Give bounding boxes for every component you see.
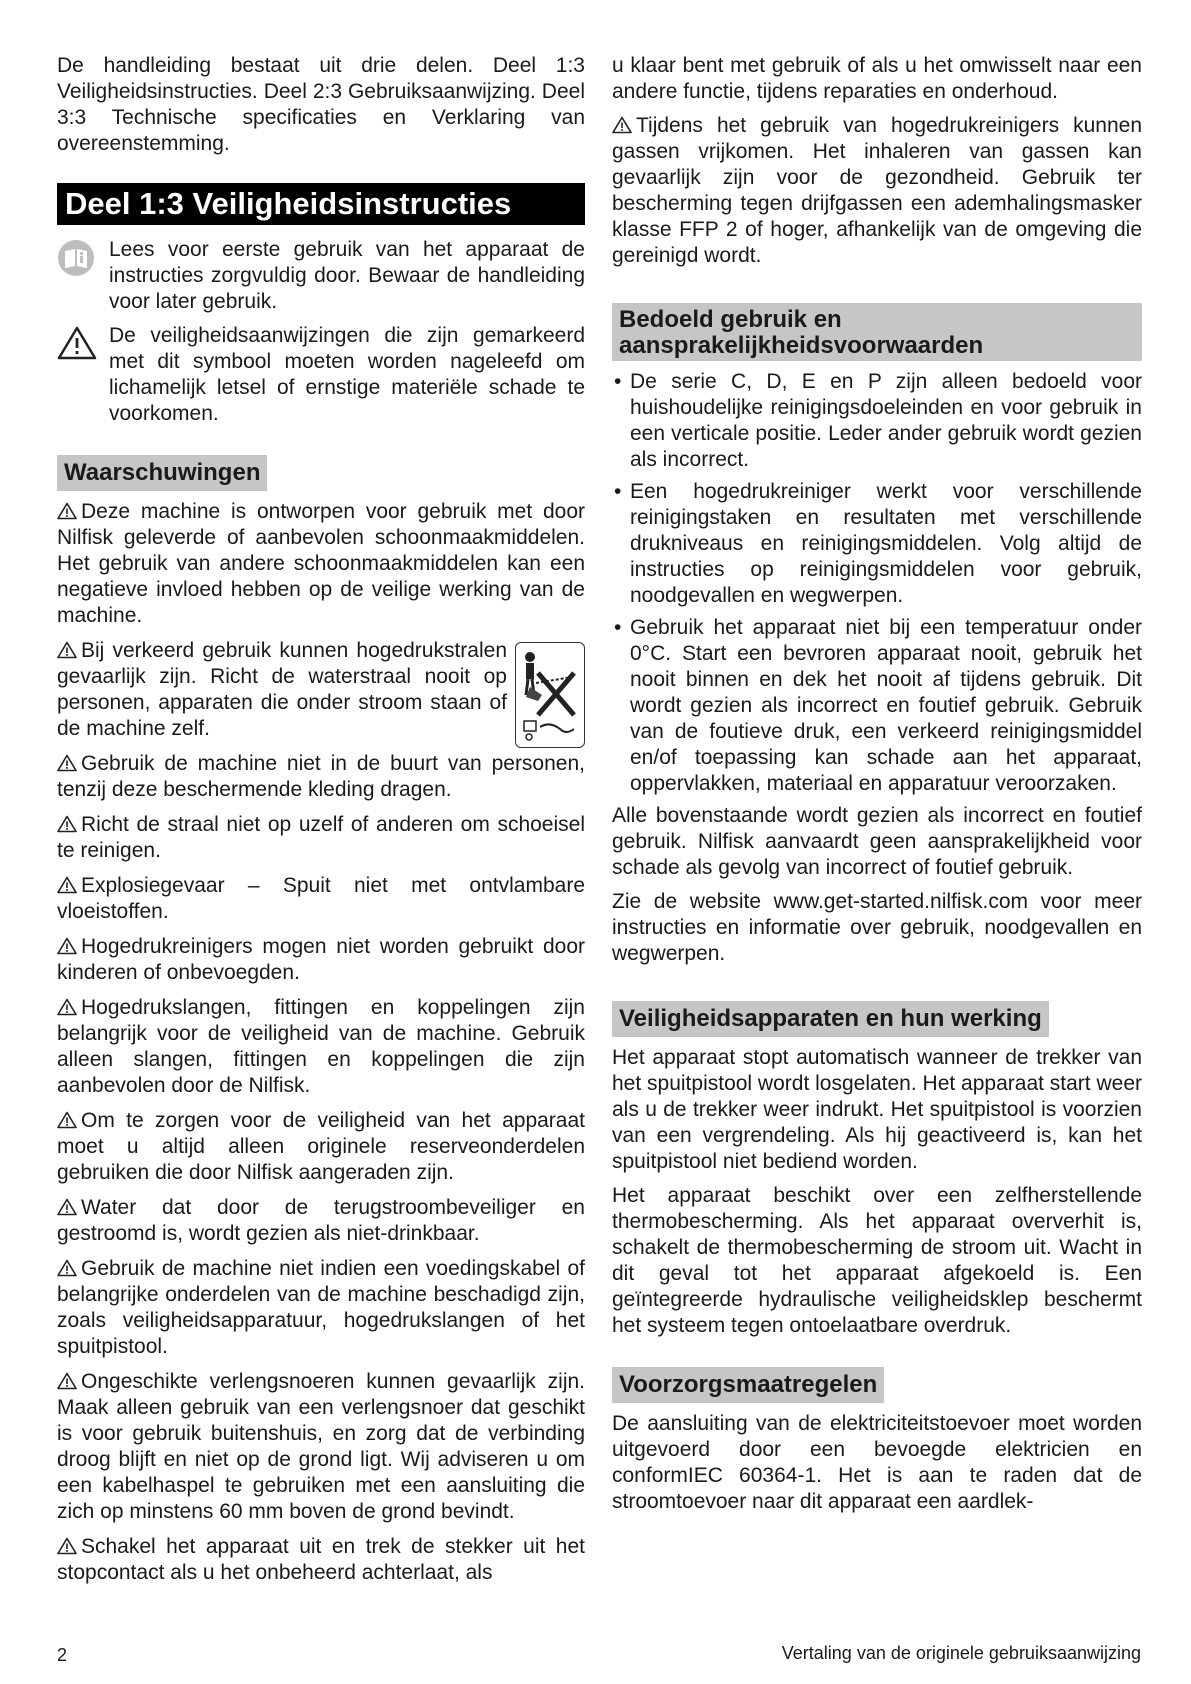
heading-bedoeld-gebruik: Bedoeld gebruik en aansprakelijkheidsvoorwaarden: [612, 303, 1142, 361]
book-icon: [57, 237, 99, 284]
no-spray-person-pictogram: [515, 642, 585, 748]
warning-text: Bij verkeerd gebruik kunnen hogedrukstralen gevaarlijk zijn. Richt de waterstraal nooit op personen, apparaten die onder stroom staan of de machine zelf.: [57, 639, 507, 740]
warning-item: [57, 1369, 585, 1525]
warning-triangle-icon: [57, 1372, 77, 1390]
warning-triangle-icon: [57, 815, 77, 833]
warning-item: [57, 1195, 585, 1247]
warning-item: [57, 934, 585, 986]
gas-warning-text: Tijdens het gebruik van hogedrukreinigers kunnen gassen vrijkomen. Het inhaleren van gassen kan gevaarlijk zijn voor de gezondheid. Gebruik ter bescherming tegen drijfgassen een ademhalingsmasker klasse FFP 2 of hoger, afhankelijk van de omgeving die gereinigd wordt.: [612, 114, 1142, 267]
warning-triangle-icon: [57, 876, 77, 894]
warning-text: Richt de straal niet op uzelf of anderen om schoeisel te reinigen.: [57, 813, 585, 862]
warning-item: [57, 1256, 585, 1360]
page-number: 2: [57, 1645, 68, 1665]
warning-text: Gebruik de machine niet in de buurt van personen, tenzij deze beschermende kleding dragen.: [57, 752, 585, 801]
intro-paragraph: De handleiding bestaat uit drie delen. Deel 1:3 Veiligheidsinstructies. Deel 2:3 Gebruiksaanwijzing. Deel 3:3 Technische specificaties en Verklaring van overeenstemming.: [57, 54, 585, 155]
warning-item: [57, 751, 585, 803]
warning-text: Explosiegevaar – Spuit niet met ontvlambare vloeistoffen.: [57, 874, 585, 923]
warning-text: Om te zorgen voor de veiligheid van het apparaat moet u altijd alleen originele reserveonderdelen gebruiken die door Nilfisk aangeraden zijn.: [57, 1109, 585, 1184]
liability-paragraph: Alle bovenstaande wordt gezien als incorrect en foutief gebruik. Nilfisk aanvaardt geen aansprakelijkheid voor schade als gevolg van incorrect of foutief gebruik.: [612, 804, 1142, 879]
list-item: • Gebruik het apparaat niet bij een temperatuur onder 0°C. Start een bevroren apparaat nooit, gebruik het nooit binnen en dek het nooit af tijdens gebruik. Dit wordt gezien als incorrect en foutief gebruik. Gebruik van de foutieve druk, een verkeerd reinigingsmiddel en/of toepassing kan schade aan het apparaat, oppervlakken, materiaal en apparatuur veroorzaken.: [612, 615, 1142, 797]
left-column: [57, 53, 585, 1595]
warning-triangle-icon: [57, 641, 77, 659]
warning-triangle-icon: [57, 1259, 77, 1277]
warning-triangle-icon: [57, 998, 77, 1016]
list-item: • De serie C, D, E en P zijn alleen bedoeld voor huishoudelijke reinigingsdoeleinden en voor gebruik in een verticale positie. Leder ander gebruik wordt gezien als incorrect.: [612, 369, 1142, 473]
list-item: • Een hogedrukreiniger werkt voor verschillende reinigingstaken en resultaten met verschillende drukniveaus en reinigingsmiddelen. Volg altijd de instructies op reinigingsmiddelen voor gebruik, noodgevallen en wegwerpen.: [612, 479, 1142, 609]
warning-triangle-icon: [57, 502, 77, 520]
continued-paragraph: u klaar bent met gebruik of als u het omwisselt naar een andere functie, tijdens reparaties en onderhoud.: [612, 54, 1142, 103]
warning-triangle-icon: [612, 116, 632, 134]
symbol-note-text: De veiligheidsaanwijzingen die zijn gemarkeerd met dit symbool moeten worden nageleefd om lichamelijk letsel of ernstige materiële schade te voorkomen.: [109, 324, 585, 425]
read-manual-text: Lees voor eerste gebruik van het apparaat de instructies zorgvuldig door. Bewaar de handleiding voor later gebruik.: [109, 238, 585, 313]
warning-item: [57, 1108, 585, 1186]
warning-item: [57, 499, 585, 629]
section-title-deel-1: Deel 1:3 Veiligheidsinstructies: [57, 183, 585, 225]
warning-triangle-icon: [57, 937, 77, 955]
warning-text: Hogedrukslangen, fittingen en koppelingen zijn belangrijk voor de veiligheid van de machine. Gebruik alleen slangen, fittingen en koppelingen die zijn aanbevolen door de Nilfisk.: [57, 996, 585, 1097]
warning-item: [57, 638, 585, 742]
spray-warning-block: [57, 638, 585, 742]
warning-item: [57, 873, 585, 925]
precautions-paragraph: De aansluiting van de elektriciteitstoevoer moet worden uitgevoerd door een bevoegde elektricien en conformIEC 60364-1. Het is aan te raden dat de stroomtoevoer naar dit apparaat een aardlek-: [612, 1412, 1142, 1513]
gas-warning: [612, 113, 1142, 269]
symbol-note-row: [57, 323, 585, 427]
warning-text: Hogedrukreinigers mogen niet worden gebruikt door kinderen of onbevoegden.: [57, 935, 585, 984]
warning-item: [57, 812, 585, 864]
safety-paragraph-2: Het apparaat beschikt over een zelfherstellende thermobescherming. Als het apparaat oververhit is, schakelt de thermobescherming de stroom uit. Wacht in dit geval tot het apparaat afgekoeld is. Een geïntegreerde hydraulische veiligheidsklep beschermt het systeem tegen ontoelaatbare overdruk.: [612, 1184, 1142, 1337]
warning-triangle-icon: [57, 1198, 77, 1216]
heading-waarschuwingen: Waarschuwingen: [57, 455, 267, 491]
warning-text: Gebruik de machine niet indien een voedingskabel of belangrijke onderdelen van de machine beschadigd zijn, zoals veiligheidsapparatuur, hogedrukslangen of het spuitpistool.: [57, 1257, 585, 1358]
warning-triangle-icon: [57, 754, 77, 772]
warning-text: Deze machine is ontworpen voor gebruik met door Nilfisk geleverde of aanbevolen schoonmaakmiddelen. Het gebruik van andere schoonmaakmiddelen kan een negatieve invloed hebben op de veilige werking van de machine.: [57, 500, 585, 627]
warning-triangle-icon: [57, 1537, 77, 1555]
warning-triangle-icon: [57, 1111, 77, 1129]
read-manual-row: [57, 237, 585, 315]
warning-text: Water dat door de terugstroombeveiliger en gestroomd is, wordt gezien als niet-drinkbaar.: [57, 1196, 585, 1245]
intended-use-list: [612, 369, 1142, 797]
warning-item: [57, 1534, 585, 1586]
heading-veiligheidsapparaten: Veiligheidsapparaten en hun werking: [612, 1001, 1049, 1037]
website-paragraph: Zie de website www.get-started.nilfisk.com voor meer instructies en informatie over gebruik, noodgevallen en wegwerpen.: [612, 890, 1142, 965]
safety-paragraph-1: Het apparaat stopt automatisch wanneer de trekker van het spuitpistool wordt losgelaten. Het apparaat start weer als u de trekker weer indrukt. Het spuitpistool is voorzien van een vergrendeling. Als hij geactiveerd is, kan het spuitpistool niet bediend worden.: [612, 1046, 1142, 1173]
right-column: [612, 53, 1142, 1523]
warning-text: Schakel het apparaat uit en trek de stekker uit het stopcontact als u het onbeheerd achterlaat, als: [57, 1535, 585, 1584]
warning-item: [57, 995, 585, 1099]
warning-triangle-icon: [57, 323, 99, 368]
heading-voorzorgsmaatregelen: Voorzorgsmaatregelen: [612, 1367, 884, 1403]
footer-note: Vertaling van de originele gebruiksaanwijzing: [781, 1643, 1141, 1663]
warning-text: Ongeschikte verlengsnoeren kunnen gevaarlijk zijn. Maak alleen gebruik van een verlengsnoer dat geschikt is voor gebruik buitenshuis, en zorg dat de verbinding droog blijft en niet op de grond ligt. Wij adviseren u om een kabelhaspel te gebruiken met een aansluiting die zich op minstens 60 mm boven de grond bevindt.: [57, 1370, 585, 1523]
